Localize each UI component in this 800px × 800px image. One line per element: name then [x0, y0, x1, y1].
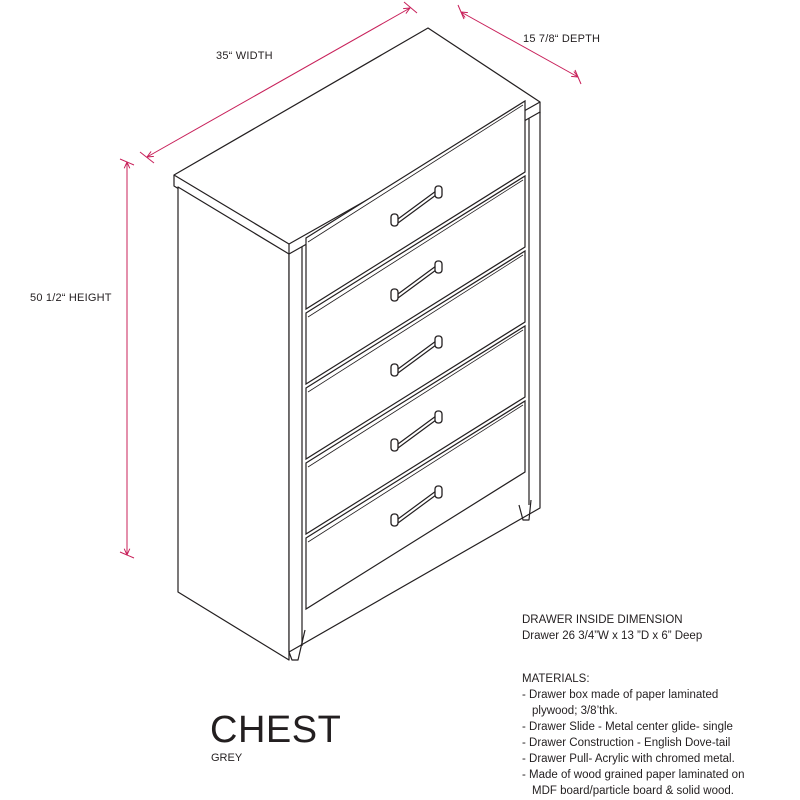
material-item: - Drawer Slide - Metal center glide- single: [522, 721, 733, 733]
material-item: - Drawer Construction - English Dove-tail: [522, 737, 731, 749]
height-label: 50 1/2“ HEIGHT: [30, 292, 112, 304]
product-color: GREY: [211, 752, 243, 764]
material-item: plywood; 3/8’thk.: [532, 705, 618, 717]
materials-heading: MATERIALS:: [522, 673, 590, 685]
product-name: CHEST: [210, 709, 342, 751]
chest-side-panel: [178, 187, 289, 660]
drawer-inside-dimension: [522, 612, 702, 644]
material-item: - Drawer Pull- Acrylic with chromed metal.: [522, 753, 735, 765]
width-label: 35“ WIDTH: [216, 50, 273, 62]
depth-label: 15 7/8“ DEPTH: [523, 33, 601, 45]
drawer-inside-value: Drawer 26 3/4”W x 13 ”D x 6” Deep: [522, 630, 703, 642]
materials-list: [522, 671, 744, 799]
material-item: - Drawer box made of paper laminated: [522, 689, 719, 701]
drawer-inside-heading: DRAWER INSIDE DIMENSION: [522, 614, 683, 626]
material-item: MDF board/particle board & solid wood.: [532, 785, 734, 797]
material-item: - Made of wood grained paper laminated on: [522, 769, 745, 781]
